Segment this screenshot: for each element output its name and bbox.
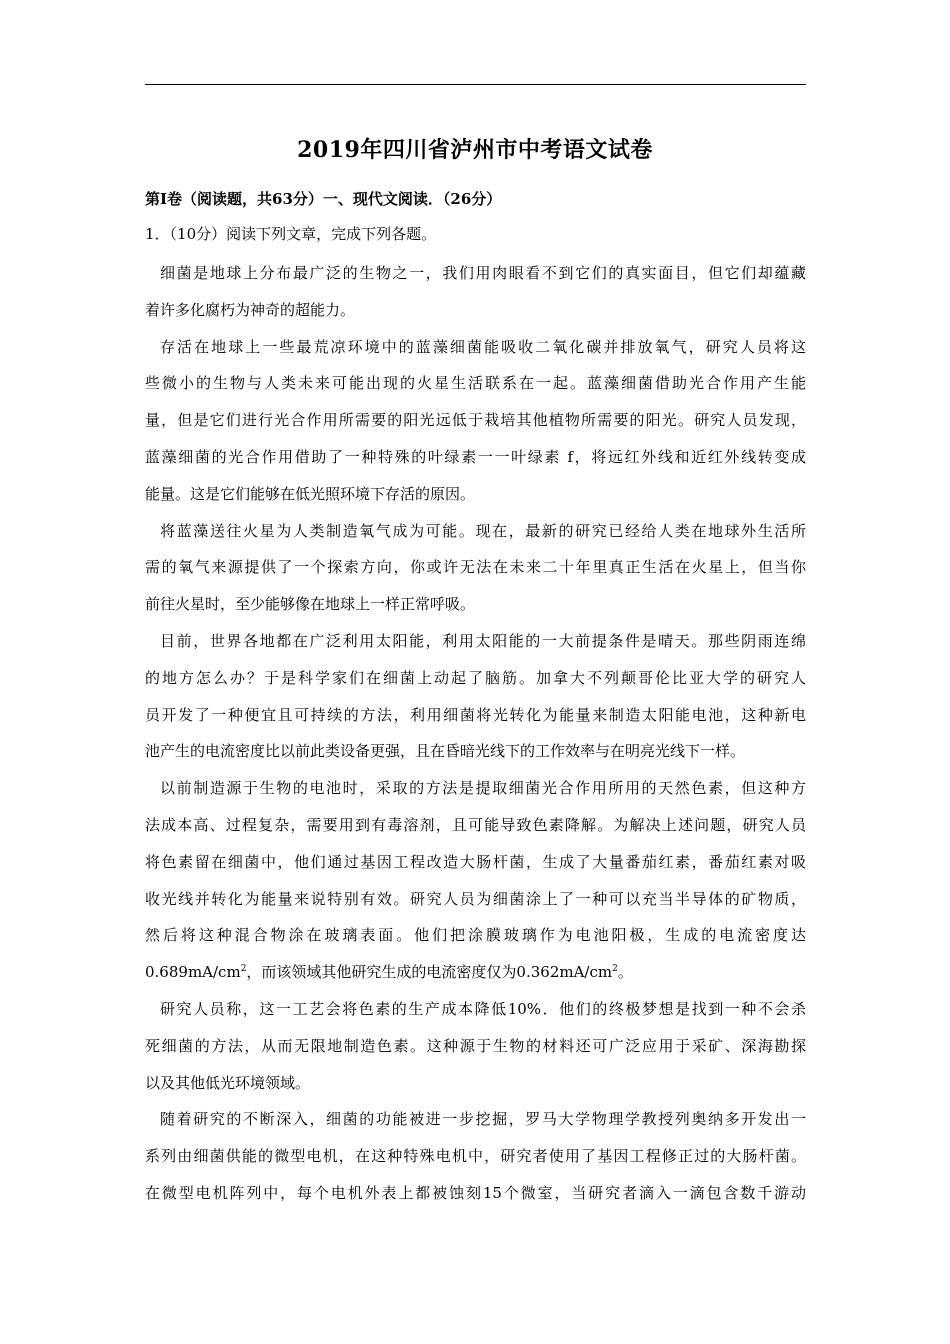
passage-line: 前往火星时，至少能够像在地球上一样正常呼吸。 xyxy=(145,595,476,614)
passage-line: 池产生的电流密度比以前此类设备更强，且在昏暗光线下的工作效率与在明亮光线下一样。 xyxy=(145,742,746,761)
density-value-b: ，而该领域其他研究生成的电流密度仅为0.362mA/cm xyxy=(246,963,613,982)
passage-body xyxy=(145,255,806,1212)
passage-line: 将蓝藻送往火星为人类制造氧气成为可能。现在，最新的研究已经给人类在地球外生活所 xyxy=(160,521,806,540)
passage-line: 能量。这是它们能够在低光照环境下存活的原因。 xyxy=(145,484,476,503)
passage-line: 员开发了一种便宜且可持续的方法，利用细菌将光转化为能量来制造太阳能电池，这种新电 xyxy=(145,705,806,724)
passage-line: 存活在地球上一些最荒凉环境中的蓝藻细菌能吸收二氧化碳并排放氧气，研究人员将这 xyxy=(160,337,806,356)
passage-line-formula xyxy=(145,954,806,991)
superscript: 2 xyxy=(612,964,618,975)
passage-line: 需的氧气来源提供了一个探索方向，你或许无法在未来二十年里真正生活在火星上，但当你 xyxy=(145,558,806,577)
passage-line: 以前制造源于生物的电池时，采取的方法是提取细菌光合作用所用的天然色素，但这种方 xyxy=(160,779,806,798)
passage-line: 收光线并转化为能量来说特别有效。研究人员为细菌涂上了一种可以充当半导体的矿物质， xyxy=(145,889,806,908)
passage-line: 以及其他低光环境领域。 xyxy=(145,1073,311,1092)
passage-line: 目前，世界各地都在广泛利用太阳能，利用太阳能的一大前提条件是晴天。那些阴雨连绵 xyxy=(160,631,806,650)
passage-line: 研究人员称，这一工艺会将色素的生产成本降低10%．他们的终极梦想是找到一种不会杀 xyxy=(160,999,806,1018)
passage-line: 些微小的生物与人类未来可能出现的火星生活联系在一起。蓝藻细菌借助光合作用产生能 xyxy=(145,374,806,393)
passage-line: 法成本高、过程复杂，需要用到有毒溶剂，且可能导致色素降解。为解决上述问题，研究人员 xyxy=(145,815,806,834)
passage-line: 死细菌的方法，从而无限地制造色素。这种源于生物的材料还可广泛应用于采矿、深海勘探 xyxy=(145,1036,806,1055)
passage-line: 量，但是它们进行光合作用所需要的阳光远低于栽培其他植物所需要的阳光。研究人员发现， xyxy=(145,411,806,430)
passage-line: 细菌是地球上分布最广泛的生物之一，我们用肉眼看不到它们的真实面目，但它们却蕴藏 xyxy=(160,264,806,282)
page-title: 2019年四川省泸州市中考语文试卷 xyxy=(297,137,653,163)
density-value-a: 0.689mA/cm xyxy=(145,963,241,982)
passage-line: 将色素留在细菌中，他们通过基因工程改造大肠杆菌，生成了大量番茄红素，番茄红素对吸 xyxy=(145,852,806,871)
passage-line: 然后将这种混合物涂在玻璃表面。他们把涂膜玻璃作为电池阳极，生成的电流密度达 xyxy=(145,926,806,945)
passage-line: 着许多化腐朽为神奇的超能力。 xyxy=(145,300,356,319)
question-line: 1．（10分）阅读下列文章，完成下列各题。 xyxy=(145,225,437,243)
passage-line: 系列由细菌供能的微型电机，在这种特殊电机中，研究者使用了基因工程修正过的大肠杆菌。 xyxy=(145,1147,806,1166)
passage-line: 在微型电机阵列中，每个电机外表上都被蚀刻15个微室，当研究者滴入一滴包含数千游动 xyxy=(145,1183,806,1202)
sentence-end: 。 xyxy=(617,963,633,982)
section-header: 第I卷（阅读题，共63分）一、现代文阅读．（26分） xyxy=(145,190,502,208)
passage-line: 的地方怎么办？于是科学家们在细菌上动起了脑筋。加拿大不列颠哥伦比亚大学的研究人 xyxy=(145,668,806,687)
passage-line: 蓝藻细菌的光合作用借助了一种特殊的叶绿素一一叶绿素 f，将远红外线和近红外线转变成 xyxy=(145,447,806,466)
header-rule xyxy=(145,84,806,85)
superscript: 2 xyxy=(240,964,247,975)
passage-line: 随着研究的不断深入，细菌的功能被进一步挖掘，罗马大学物理学教授列奥纳多开发出一 xyxy=(160,1110,806,1129)
